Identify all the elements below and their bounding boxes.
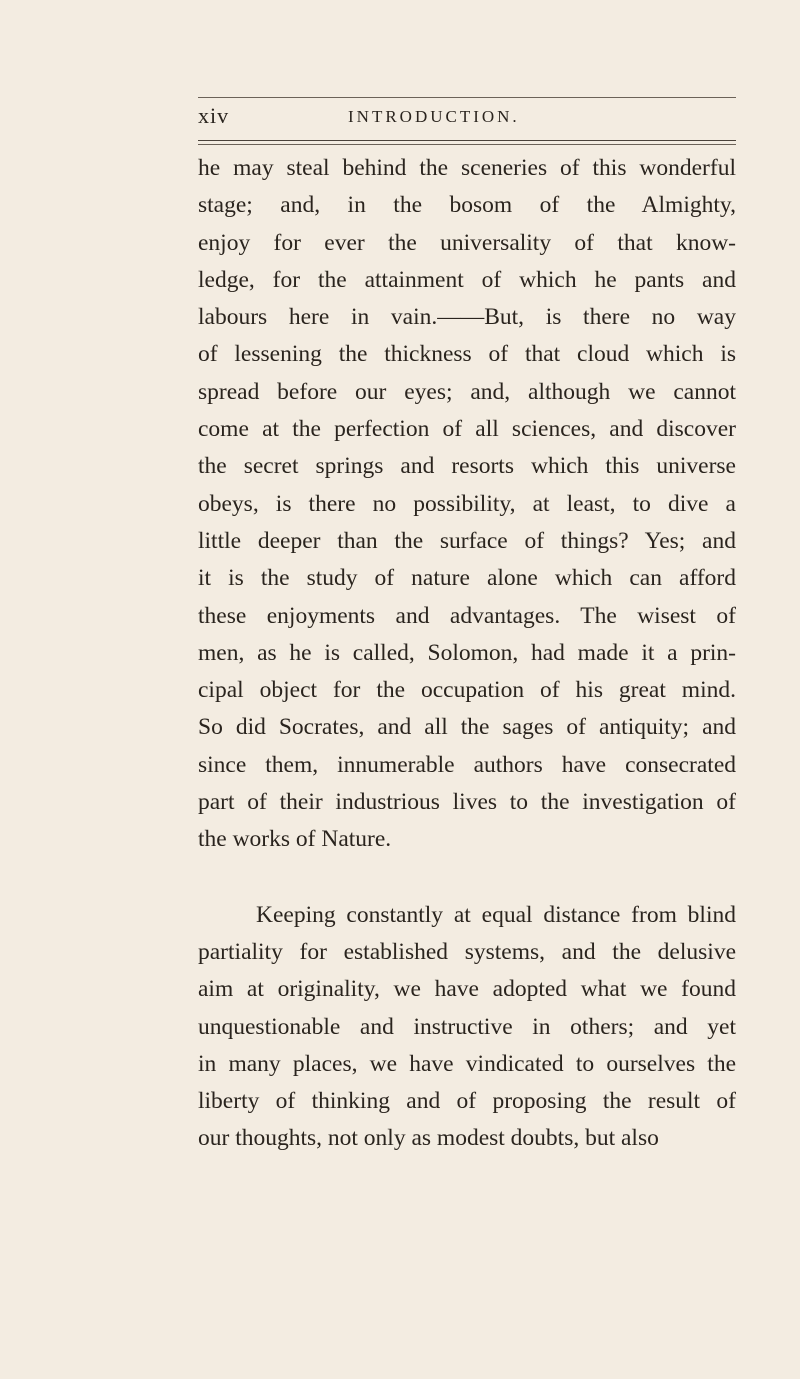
text-line: stage; and, in the bosom of the Almighty, (198, 192, 736, 219)
top-rule (198, 97, 736, 98)
text-line: it is the study of nature alone which can afford (198, 565, 736, 592)
body-text (198, 150, 736, 1158)
text-line: unquestionable and instructive in others; and yet (198, 1013, 736, 1040)
text-line: in many places, we have vindicated to ourselves the (198, 1050, 736, 1077)
text-line: our thoughts, not only as modest doubts, but also (198, 1125, 659, 1152)
text-line: So did Socrates, and all the sages of antiquity; and (198, 714, 736, 741)
text-line: come at the perfection of all sciences, and discover (198, 416, 736, 443)
text-line: the secret springs and resorts which this universe (198, 453, 736, 480)
text-line: the works of Nature. (198, 826, 392, 853)
page-header (198, 103, 736, 139)
text-line: enjoy for ever the universality of that know- (198, 229, 736, 256)
header-rule (198, 140, 736, 145)
running-title: INTRODUCTION. (348, 107, 520, 126)
text-line: men, as he is called, Solomon, had made it a prin- (198, 639, 736, 666)
paragraph-1 (198, 150, 736, 859)
text-line: partiality for established systems, and the delusive (198, 938, 736, 965)
text-line: obeys, is there no possibility, at least, to dive a (198, 490, 736, 517)
text-line: ledge, for the attainment of which he pants and (198, 266, 736, 293)
text-line: Keeping constantly at equal distance from blind (256, 901, 736, 928)
text-line: liberty of thinking and of proposing the result of (198, 1088, 736, 1115)
page-number: xiv (198, 103, 230, 128)
text-line: cipal object for the occupation of his great mind. (198, 677, 736, 704)
text-line: little deeper than the surface of things? Yes; and (198, 527, 736, 554)
paragraph-2 (198, 897, 736, 1158)
text-line: aim at originality, we have adopted what we found (198, 976, 736, 1003)
text-line: part of their industrious lives to the investigation of (198, 789, 736, 816)
text-line: of lessening the thickness of that cloud which is (198, 341, 736, 368)
paragraph-gap (198, 859, 736, 897)
text-line: since them, innumerable authors have consecrated (198, 751, 736, 778)
text-line: labours here in vain.——But, is there no way (198, 304, 736, 331)
text-line: he may steal behind the sceneries of this wonderful (198, 155, 736, 181)
text-line: spread before our eyes; and, although we cannot (198, 378, 736, 405)
text-line: these enjoyments and advantages. The wisest of (198, 602, 736, 629)
